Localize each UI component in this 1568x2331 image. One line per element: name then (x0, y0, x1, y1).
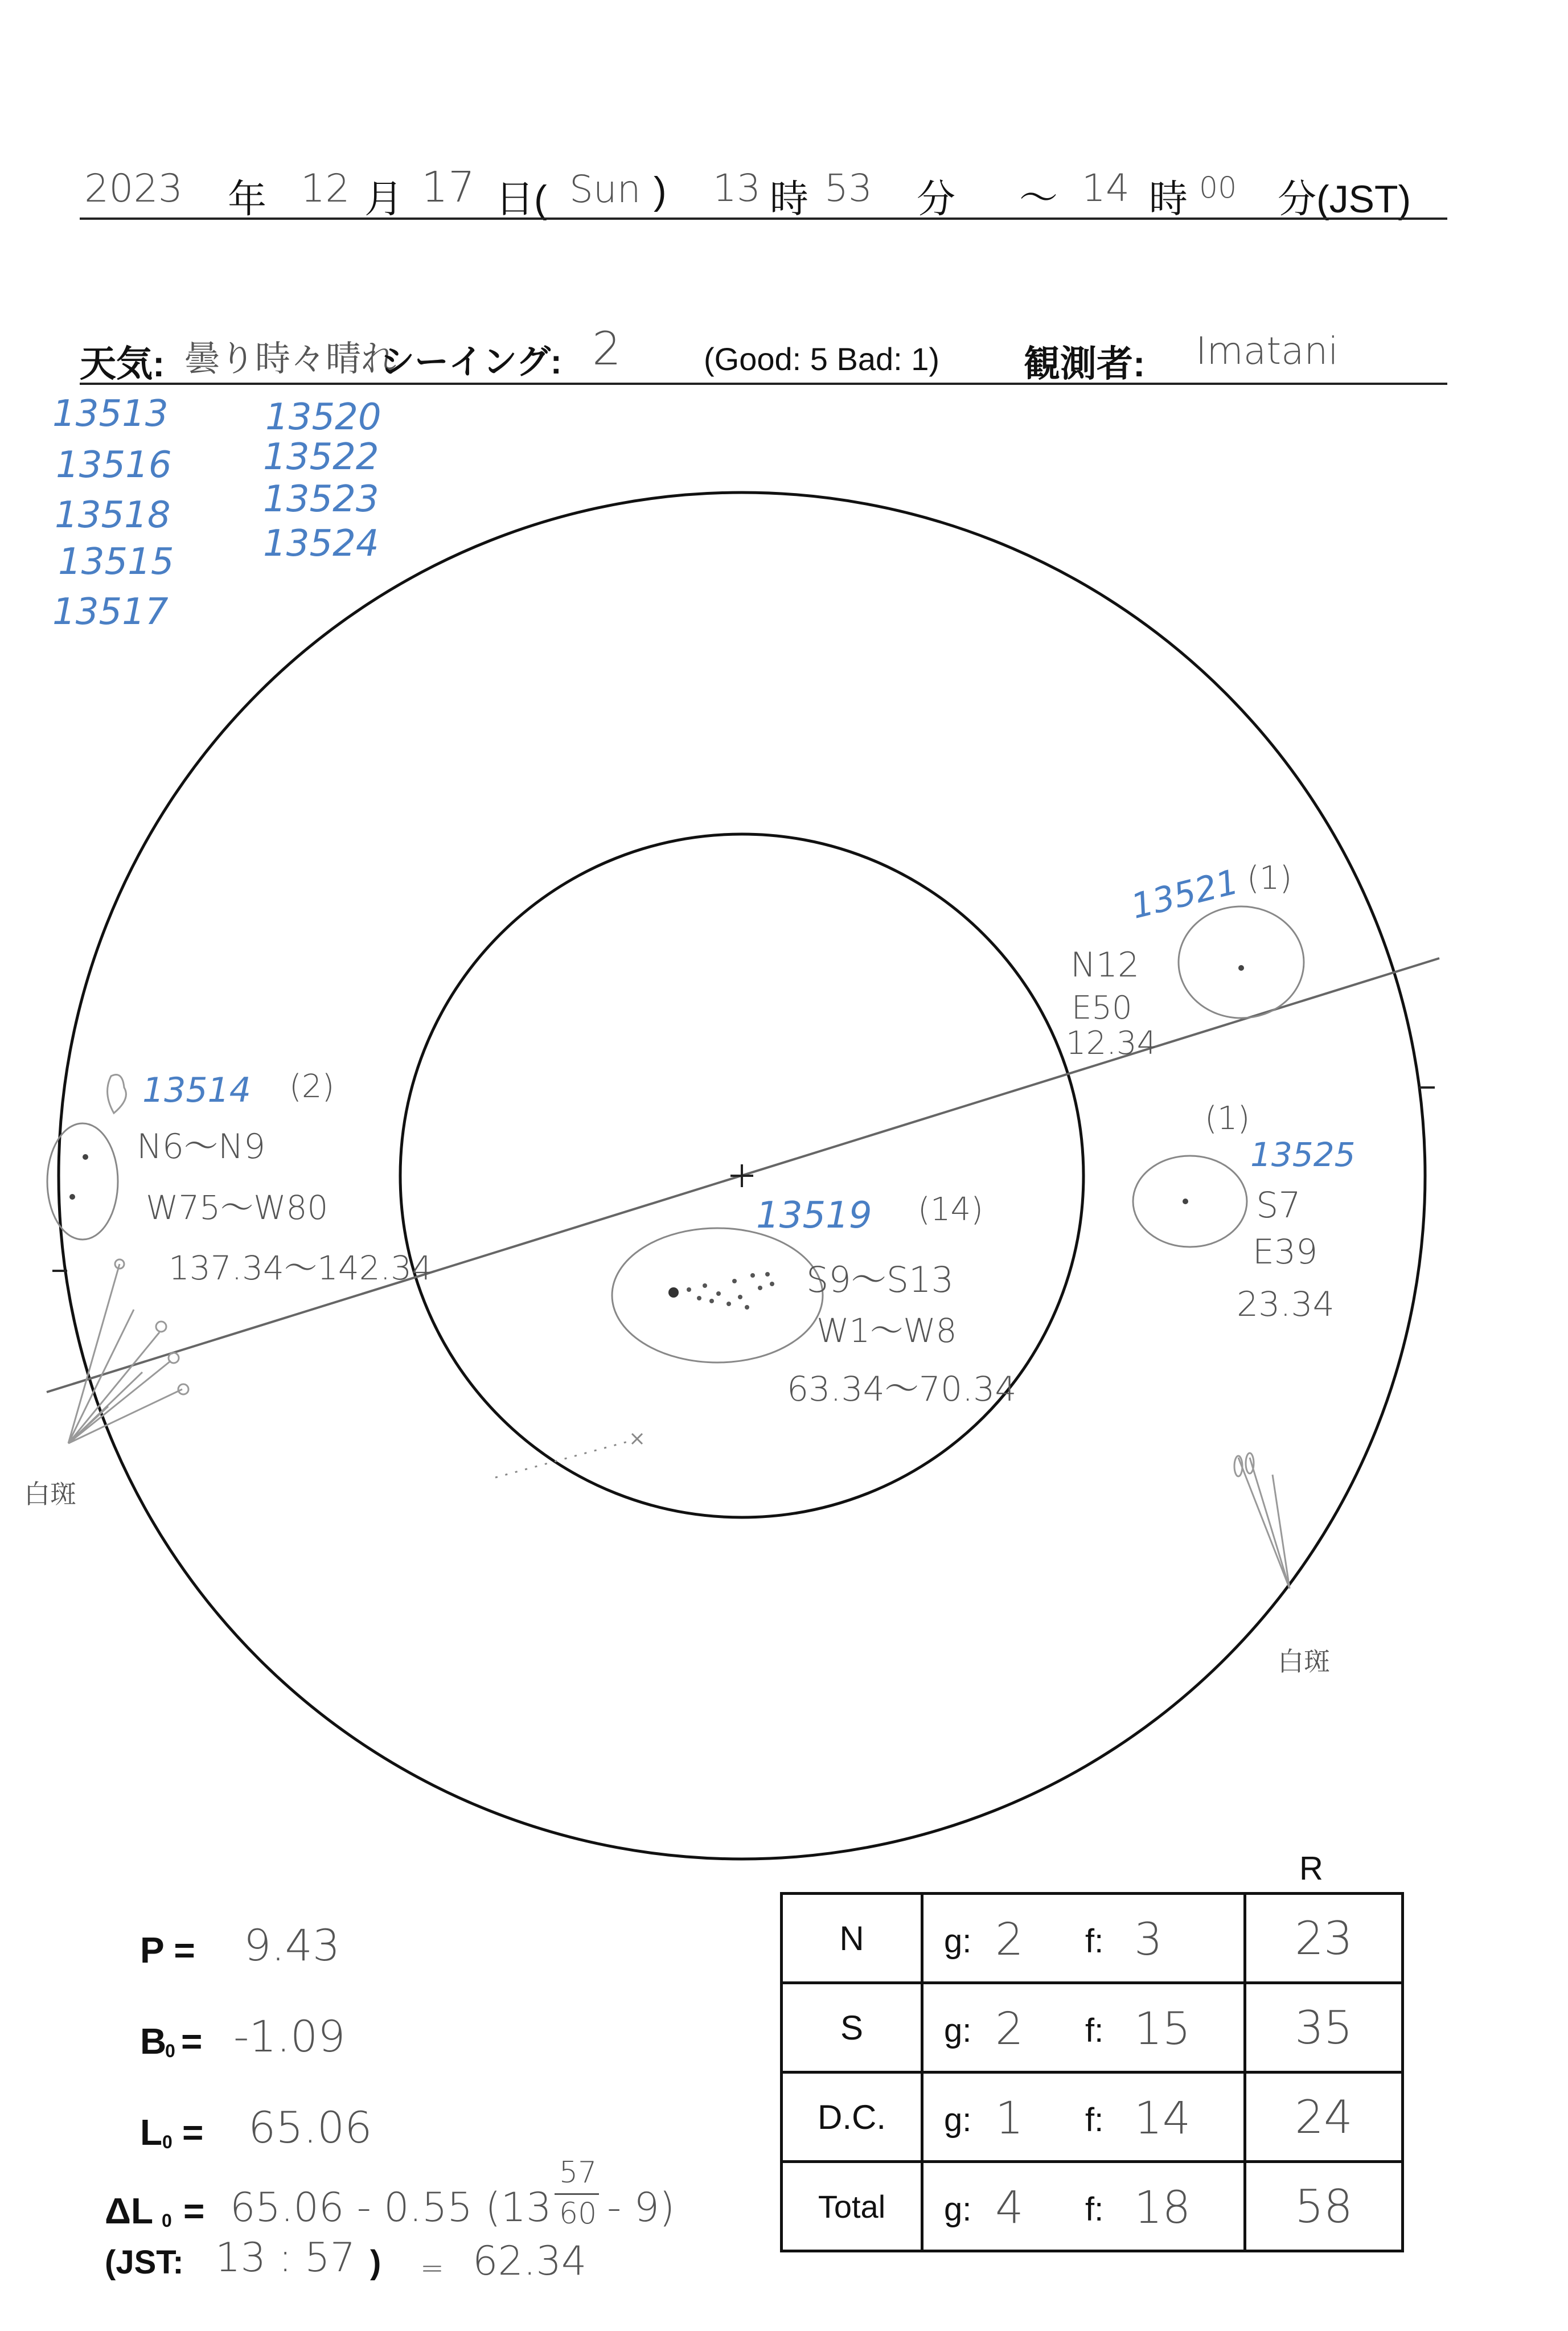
jst-value: 13 : 57 (215, 2234, 356, 2281)
end-hour-value: 14 (1082, 166, 1130, 210)
f-key: f: (1085, 2012, 1104, 2049)
spot-group-outline (1133, 1156, 1247, 1247)
dotted-trace (632, 1434, 642, 1444)
r-value: 23 (1245, 1894, 1403, 1983)
group-carrington: 63.34～70.34 (787, 1369, 1017, 1409)
dl0-expression: 65.06 - 0.55 (13 (230, 2184, 552, 2231)
group-carrington: 137.34～142.34 (169, 1249, 433, 1287)
group-latitude: S9～S13 (806, 1259, 954, 1300)
day-value: 17 (421, 163, 475, 212)
year-unit: 年 (228, 178, 267, 221)
f-value: 15 (1134, 2004, 1191, 2055)
l0-equals: = (182, 2112, 204, 2153)
sunspot (765, 1272, 770, 1277)
observer-label: 観測者: (1024, 343, 1146, 384)
table-row (782, 1983, 1403, 2073)
table-row (782, 1894, 1403, 1983)
day-unit: 日( (495, 178, 547, 221)
weather-value: 曇り時々晴れ (184, 338, 397, 379)
observer-value: Imatani (1196, 329, 1339, 373)
dl0-subscript: 0 (162, 2210, 172, 2231)
group-spot-count: (1) (1247, 860, 1292, 897)
sunspot (687, 1287, 691, 1292)
p-value: 9.43 (244, 1920, 340, 1971)
f-value: 18 (1134, 2182, 1191, 2234)
start-hour-unit: 時 (770, 178, 809, 221)
group-latitude: N6～N9 (137, 1127, 266, 1167)
g-key: g: (944, 2012, 972, 2049)
seeing-value: 2 (592, 322, 621, 375)
sunspot (716, 1291, 721, 1296)
group-number: 13525 (1250, 1135, 1356, 1174)
weather-label: 天気: (80, 343, 165, 384)
group-longitude: E50 (1072, 990, 1132, 1027)
sunspot (770, 1282, 774, 1286)
faculae-label: 白斑 (24, 1479, 76, 1509)
group-spot-count: (2) (289, 1068, 335, 1105)
g-value: 1 (995, 2093, 1024, 2144)
seeing-label: シーイング: (380, 343, 562, 381)
dl0-label: ΔL (105, 2190, 154, 2231)
row-label: S (782, 1983, 922, 2073)
sunspot (83, 1154, 88, 1160)
g-key: g: (944, 2102, 972, 2139)
group-latitude: S7 (1256, 1184, 1301, 1226)
dl0-expression-end: - 9) (607, 2184, 675, 2231)
gf-cell (922, 2073, 1245, 2162)
start-min-value: 53 (824, 166, 872, 210)
gf-cell (922, 2162, 1245, 2251)
group-spot-count: (14) (918, 1191, 983, 1228)
group-carrington: 23.34 (1237, 1284, 1335, 1324)
sunspot (709, 1299, 714, 1303)
f-key: f: (1085, 2191, 1104, 2228)
group-longitude: E39 (1253, 1232, 1318, 1272)
p-label: P = (140, 1930, 195, 1971)
b0-equals: = (181, 2021, 203, 2062)
l0-value: 65.06 (248, 2102, 372, 2153)
start-min-unit: 分 (917, 178, 956, 221)
group-number: 13514 (142, 1070, 251, 1110)
summary-table (780, 1892, 1404, 2252)
row-label: N (782, 1894, 922, 1983)
b0-label: B (140, 2021, 167, 2062)
dl0-fraction-denominator: 60 (559, 2197, 597, 2231)
sunspot (745, 1305, 749, 1310)
region-number: 13513 (52, 393, 169, 435)
sunspot (726, 1302, 731, 1306)
g-key: g: (944, 1923, 972, 1960)
year-value: 2023 (84, 166, 183, 211)
month-unit: 月 (364, 178, 404, 221)
r-value: 24 (1245, 2073, 1403, 2162)
f-key: f: (1085, 2102, 1104, 2139)
weekday-close: ) (654, 169, 667, 212)
faculae-sketch (178, 1384, 188, 1394)
sunspot (69, 1194, 75, 1200)
result-value: 62.34 (473, 2238, 587, 2284)
sunspot (703, 1283, 707, 1288)
r-value: 35 (1245, 1983, 1403, 2073)
faculae-sketch (156, 1322, 166, 1332)
table-row (782, 2162, 1403, 2251)
group-latitude: N12 (1070, 945, 1140, 985)
faculae-sketch (169, 1353, 179, 1363)
region-number: 13524 (263, 523, 379, 565)
fraction-bar (555, 2193, 599, 2195)
faculae-sketch (1238, 1458, 1290, 1589)
f-value: 14 (1134, 2093, 1191, 2144)
row-label: Total (782, 2162, 922, 2251)
g-value: 2 (995, 1914, 1024, 1965)
sunspot (732, 1279, 737, 1283)
sunspot (738, 1295, 742, 1299)
sunspot (1238, 965, 1244, 971)
b0-subscript: 0 (165, 2041, 175, 2061)
weekday-value: Sun (569, 167, 641, 211)
end-min-value: 00 (1199, 171, 1237, 205)
region-number: 13515 (58, 541, 174, 583)
faculae-sketch (1246, 1453, 1254, 1474)
sunspot (750, 1273, 755, 1278)
month-value: 12 (301, 166, 350, 211)
faculae-label: 白斑 (1278, 1646, 1330, 1677)
row-label: D.C. (782, 2073, 922, 2162)
group-longitude: W1～W8 (816, 1311, 957, 1350)
region-number: 13518 (55, 494, 171, 536)
l0-label: L (140, 2112, 163, 2153)
l0-subscript: 0 (162, 2132, 173, 2152)
r-value: 58 (1245, 2162, 1403, 2251)
g-key: g: (944, 2191, 972, 2228)
sunspot (697, 1296, 701, 1300)
b0-value: -1.09 (233, 2011, 346, 2062)
region-number: 13523 (263, 478, 379, 520)
f-key: f: (1085, 1923, 1104, 1960)
sunspot (758, 1286, 762, 1290)
jst-close: ) (370, 2244, 381, 2281)
gf-cell (922, 1983, 1245, 2073)
time-range-tilde: ～ (1019, 177, 1058, 220)
group-carrington: 12.34 (1066, 1025, 1157, 1062)
end-hour-unit: 時 (1149, 178, 1188, 221)
region-number: 13520 (265, 396, 381, 438)
gf-cell (922, 1894, 1245, 1983)
region-number: 13517 (52, 591, 169, 633)
seeing-scale: (Good: 5 Bad: 1) (704, 341, 940, 377)
g-value: 4 (995, 2182, 1024, 2234)
g-value: 2 (995, 2004, 1024, 2055)
group-spot-count: (1) (1205, 1100, 1250, 1137)
dl0-fraction-numerator: 57 (559, 2156, 597, 2190)
jst-label: (JST: (105, 2244, 184, 2281)
result-equals: = (420, 2251, 444, 2284)
group-number: 13521 (1127, 861, 1243, 927)
spot-group-outline (1179, 906, 1304, 1018)
sunspot (1183, 1199, 1188, 1204)
end-min-unit: 分(JST) (1278, 178, 1411, 221)
table-row (782, 2073, 1403, 2162)
sunspot (668, 1287, 679, 1298)
group-number: 13519 (756, 1195, 872, 1237)
group-longitude: W75～W80 (146, 1188, 329, 1227)
start-hour-value: 13 (713, 166, 761, 210)
region-number: 13522 (263, 436, 379, 478)
r-column-header: R (1299, 1850, 1323, 1887)
dotted-trace (495, 1441, 632, 1478)
f-value: 3 (1134, 1914, 1163, 1965)
dl0-equals: = (183, 2190, 205, 2231)
region-number: 13516 (56, 444, 172, 486)
